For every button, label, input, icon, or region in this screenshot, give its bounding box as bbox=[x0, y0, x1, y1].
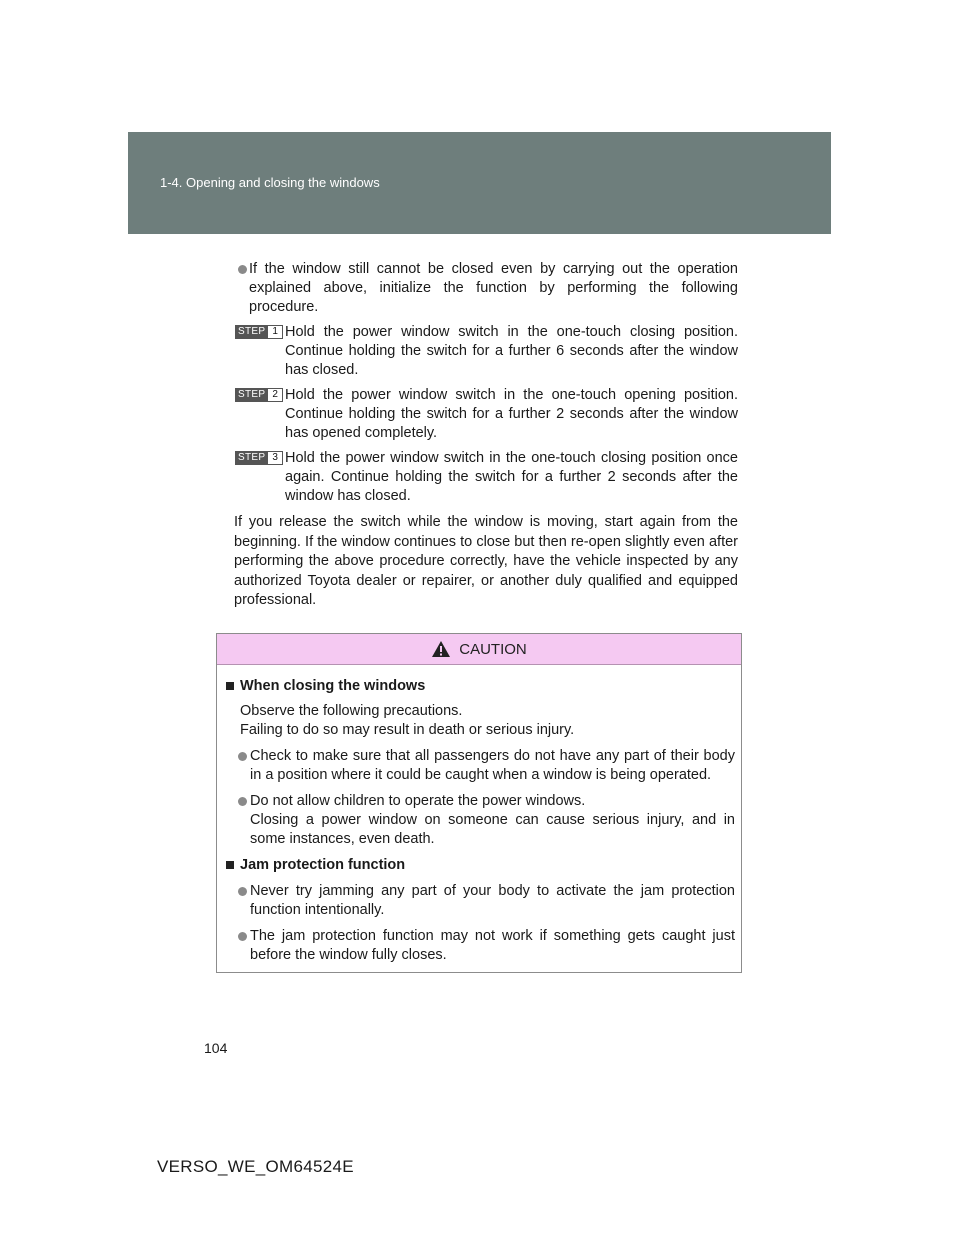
main-content bbox=[234, 260, 738, 611]
step-3 bbox=[234, 449, 738, 506]
caution-heading-text: Jam protection function bbox=[240, 857, 406, 873]
square-bullet-icon bbox=[226, 861, 234, 869]
step-text: Hold the power window switch in the one-touch closing position. Continue holding the switch for a further 6 seconds after the window has closed. bbox=[285, 324, 738, 378]
caution-bullet-line: Closing a power window on someone can cause serious injury, and in some instances, even death. bbox=[250, 812, 735, 847]
caution-intro bbox=[225, 702, 735, 740]
step-badge bbox=[235, 388, 283, 402]
caution-heading bbox=[225, 856, 735, 875]
step-number: 1 bbox=[268, 325, 283, 339]
caution-title: CAUTION bbox=[459, 640, 527, 658]
caution-heading-text: When closing the windows bbox=[240, 678, 426, 694]
step-number: 2 bbox=[268, 388, 283, 402]
caution-body bbox=[217, 665, 741, 965]
step-text: Hold the power window switch in the one-touch opening position. Continue holding the switch for a further 2 seconds after the window has opened completely. bbox=[285, 387, 738, 441]
step-badge bbox=[235, 451, 283, 465]
caution-box bbox=[216, 633, 742, 973]
step-word: STEP bbox=[235, 451, 268, 465]
note-paragraph: If you release the switch while the window is moving, start again from the beginning. If the window continues to close but then re-open slightly even after performing the above procedure correctly, have the vehicle inspected by any authorized Toyota dealer or repairer, or another duly qualified and equipped professional. bbox=[234, 514, 738, 608]
document-code: VERSO_WE_OM64524E bbox=[157, 1157, 354, 1176]
warning-icon bbox=[431, 640, 451, 658]
caution-bullet bbox=[225, 882, 735, 920]
step-2 bbox=[234, 386, 738, 443]
caution-bullet bbox=[225, 927, 735, 965]
section-title: 1-4. Opening and closing the windows bbox=[160, 175, 380, 190]
caution-bullet-line: Check to make sure that all passengers do not have any part of their body in a position where it could be caught when a window is being operated. bbox=[250, 748, 735, 783]
header-band bbox=[128, 132, 831, 234]
bullet-dot-icon bbox=[238, 932, 247, 941]
caution-intro-line: Observe the following precautions. bbox=[240, 703, 463, 719]
bullet-dot-icon bbox=[238, 265, 247, 274]
caution-bullet-line: Never try jamming any part of your body to activate the jam protection function intentionally. bbox=[250, 883, 735, 918]
intro-bullet-text: If the window still cannot be closed even by carrying out the operation explained above, initialize the function by performing the following procedure. bbox=[249, 261, 738, 315]
step-text: Hold the power window switch in the one-touch closing position once again. Continue holding the switch for a further 2 seconds after the window has closed. bbox=[285, 450, 738, 504]
square-bullet-icon bbox=[226, 682, 234, 690]
page-number: 104 bbox=[204, 1040, 228, 1056]
step-word: STEP bbox=[235, 388, 268, 402]
bullet-dot-icon bbox=[238, 797, 247, 806]
step-badge bbox=[235, 325, 283, 339]
bullet-dot-icon bbox=[238, 887, 247, 896]
caution-heading bbox=[225, 677, 735, 696]
caution-bullet-line: The jam protection function may not work if something gets caught just before the window fully closes. bbox=[250, 928, 735, 963]
caution-intro-line: Failing to do so may result in death or serious injury. bbox=[240, 722, 575, 738]
caution-header bbox=[217, 634, 741, 665]
step-1 bbox=[234, 323, 738, 380]
caution-bullet-line: Do not allow children to operate the power windows. bbox=[250, 793, 586, 809]
caution-bullet bbox=[225, 747, 735, 785]
step-word: STEP bbox=[235, 325, 268, 339]
intro-bullet bbox=[234, 260, 738, 317]
step-number: 3 bbox=[268, 451, 283, 465]
caution-bullet bbox=[225, 792, 735, 849]
bullet-dot-icon bbox=[238, 752, 247, 761]
